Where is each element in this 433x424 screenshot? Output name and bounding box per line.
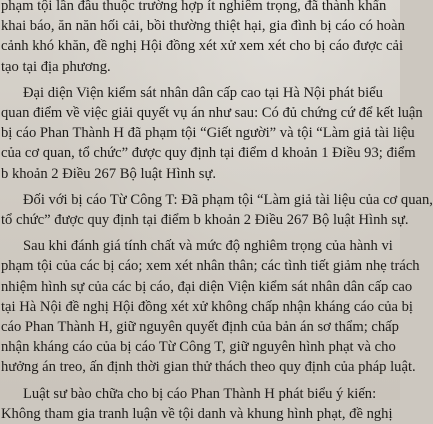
text-line: quan điểm về việc giải quyết vụ án như sau: Có đủ chứng cứ để kết luận [1,105,423,122]
text-line: cảnh khó khăn, đề nghị Hội đồng xét xử xem xét cho bị cáo được cải [1,38,404,55]
text-line: phạm tội của các bị cáo; xem xét nhân thân; các tình tiết giảm nhẹ trách [1,258,420,275]
text-line: phạm tội lần đầu thuộc trường hợp ít nghiêm trọng, đã thành khẩn [1,0,387,14]
paragraph-start-line: Đối với bị cáo Từ Công T: Đã phạm tội “Làm giả tài liệu của cơ quan, [23,191,433,208]
text-line: tạo tại địa phương. [1,58,111,75]
paragraph-start-line: Đại diện Viện kiểm sát nhân dân cấp cao tại Hà Nội phát biểu [23,84,383,101]
paragraph-start-line: Sau khi đánh giá tính chất và mức độ nghiêm trọng của hành vi [23,238,393,255]
text-line: khai báo, ăn năn hối cải, bồi thường thiệt hại, gia đình bị cáo có hoàn [1,18,405,35]
text-line: b khoản 2 Điều 267 Bộ luật Hình sự. [1,165,217,182]
paragraph-start-line: Luật sư bào chữa cho bị cáo Phan Thành H phát biểu ý kiến: [23,385,377,402]
text-line: hưởng án treo, ấn định thời gian thử thách theo quy định của pháp luật. [1,359,416,376]
text-line: tại Hà Nội đề nghị Hội đồng xét xử không chấp nhận kháng cáo của bị [1,298,413,315]
text-line: tổ chức” được quy định tại điểm b khoản 2 Điều 267 Bộ luật Hình sự. [1,212,409,229]
text-line: cáo Phan Thành H, giữ nguyên quyết định của bản án sơ thẩm; chấp [1,319,399,336]
text-line: của cơ quan, tổ chức” được quy định tại điểm d khoản 1 Điều 93; điểm [1,145,416,162]
text-line: nhiệm hình sự của các bị cáo, đại diện Viện kiểm sát nhân dân cấp cao [1,278,413,295]
text-line: Không tham gia tranh luận về tội danh và khung hình phạt, đề nghị [1,405,393,422]
text-line: bị cáo Phan Thành H đã phạm tội “Giết người” và tội “Làm giả tài liệu [1,125,415,142]
text-line: nhận kháng cáo của bị cáo Từ Công T, giữ nguyên hình phạt và cho [1,339,396,356]
